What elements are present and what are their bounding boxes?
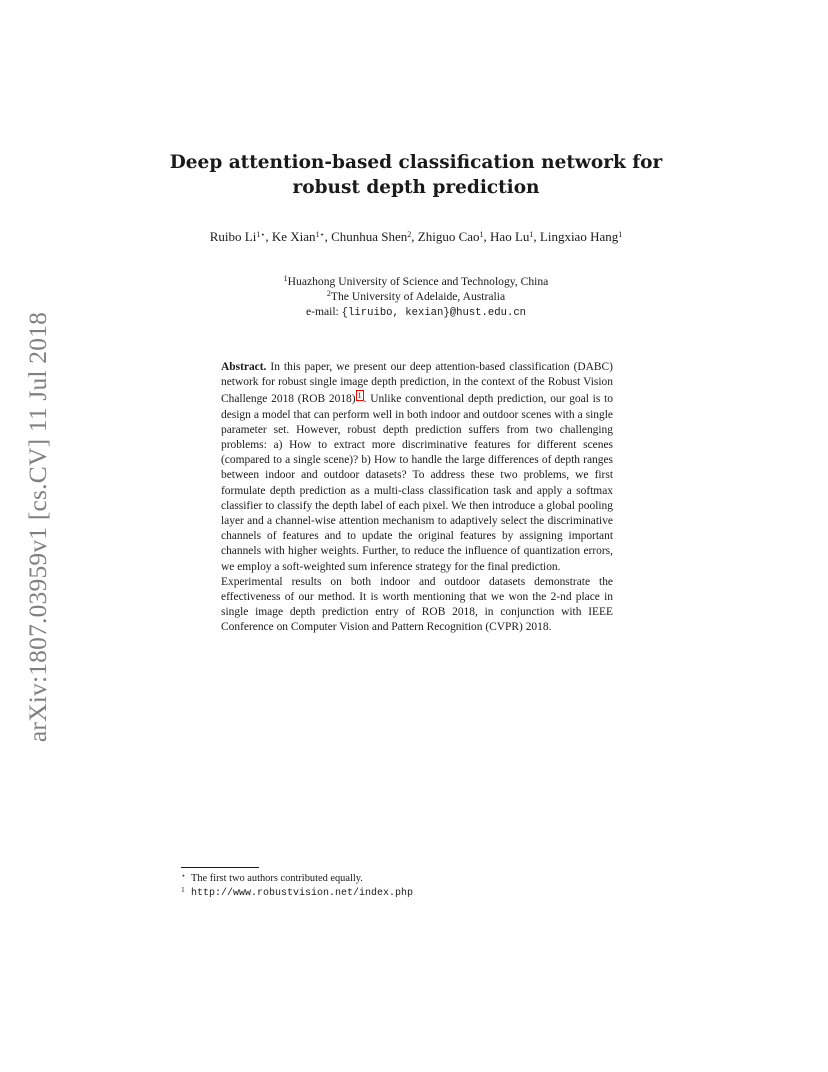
author-affiliation-mark: 1 bbox=[618, 230, 623, 239]
arxiv-identifier-text: arXiv:1807.03959v1 [cs.CV] 11 Jul 2018 bbox=[23, 311, 52, 743]
author-separator: , bbox=[483, 229, 491, 244]
author-separator: , bbox=[265, 229, 272, 244]
author-separator: , bbox=[324, 229, 332, 244]
author-separator: , bbox=[411, 229, 418, 244]
footnote-divider bbox=[181, 867, 259, 868]
abstract-text-part-1: In this paper, we present our deep attention-based classification (DABC) network for robust single image depth prediction, in the context of the Robust Vision Challenge 2018 (ROB 2018) bbox=[221, 361, 613, 406]
abstract-paragraph-2: Experimental results on both indoor and outdoor datasets demonstrate the effectiveness of our method. It is worth mentioning that we won the 2-nd place in single image depth prediction entry of ROB 2018, in conjunction with IEEE Conference on Computer Vision and Pattern Recognition (CVPR) 2018. bbox=[221, 575, 613, 634]
email-label: e-mail: bbox=[305, 305, 342, 318]
author-list bbox=[180, 229, 652, 245]
affiliation-2 bbox=[180, 289, 652, 304]
email-address: {liruibo, kexian}@hust.edu.cn bbox=[341, 307, 527, 319]
abstract-text-part-2: . Unlike conventional depth prediction, our goal is to design a model that can perform well in both indoor and outdoor scenes with a single parameter set. However, robust depth prediction suffers from two challenging problems: a) How to extract more discriminative features for different scenes (compared to a single scene)? b) How to handle the large differences of depth ranges between indoor and outdoor datasets? To address these two problems, we first formulate depth prediction as a multi-class classification task and apply a softmax classifier to classify the depth label of each pixel. We then introduce a global pooling layer and a channel-wise attention mechanism to adaptively select the discriminative channels of features and to update the original features by assigning important channels with higher weights. Further, to reduce the influence of quantization errors, we employ a soft-weighted sum inference strategy for the final prediction. bbox=[221, 393, 613, 573]
footnotes bbox=[181, 872, 641, 901]
author-affiliation-mark: 2 bbox=[407, 230, 412, 239]
affiliation-1-text: Huazhong University of Science and Technology, China bbox=[287, 275, 549, 288]
affiliation-1 bbox=[180, 274, 652, 289]
footnote-url: 1 http://www.robustvision.net/index.php bbox=[181, 885, 414, 899]
affiliation-2-text: The University of Adelaide, Australia bbox=[330, 290, 506, 303]
email-line bbox=[180, 304, 652, 321]
author-name: Lingxiao Hang bbox=[539, 229, 619, 244]
author-affiliation-mark: 1⋆ bbox=[256, 230, 266, 239]
author-affiliation-mark: 1 bbox=[529, 230, 534, 239]
abstract-label: Abstract. bbox=[221, 361, 267, 373]
footnote-text: The first two authors contributed equally. bbox=[191, 873, 363, 884]
abstract-section bbox=[221, 360, 613, 636]
author-name: Zhiguo Cao bbox=[417, 229, 480, 244]
author-name: Ke Xian bbox=[271, 229, 316, 244]
affiliation-block bbox=[180, 274, 652, 321]
author-name: Chunhua Shen bbox=[331, 229, 408, 244]
title-line-2: robust depth prediction bbox=[292, 177, 540, 198]
footnote-url-link[interactable]: http://www.robustvision.net/index.php bbox=[191, 888, 414, 899]
arxiv-identifier-stamp bbox=[20, 294, 56, 760]
author-name: Ruibo Li bbox=[209, 229, 257, 244]
author-affiliation-mark: 1⋆ bbox=[315, 230, 325, 239]
author-affiliation-mark: 1 bbox=[479, 230, 484, 239]
author-separator: , bbox=[533, 229, 540, 244]
author-name: Hao Lu bbox=[490, 229, 530, 244]
paper-title bbox=[140, 150, 692, 200]
affiliation-mark: 1 bbox=[283, 274, 288, 283]
abstract-paragraph-1 bbox=[221, 360, 613, 575]
affiliation-mark: 2 bbox=[326, 289, 331, 298]
title-line-1: Deep attention-based classification network for bbox=[169, 152, 663, 173]
footnote-link-1[interactable]: 1 bbox=[357, 391, 362, 401]
footnote-equal-contribution: ⋆ The first two authors contributed equally. bbox=[181, 871, 363, 884]
